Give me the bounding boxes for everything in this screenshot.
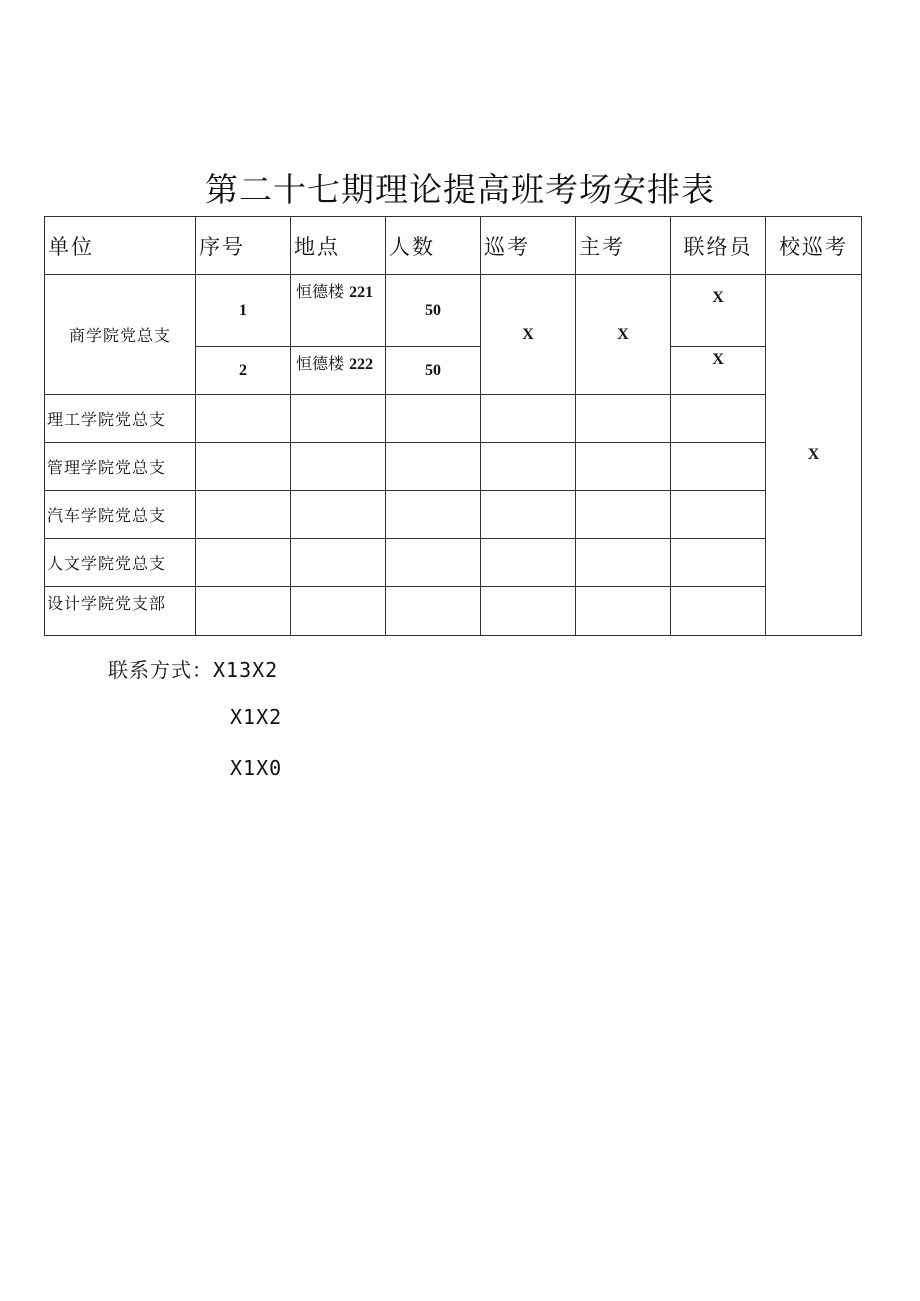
location-number: 221 <box>349 284 374 301</box>
header-seq: 序号 <box>196 217 291 275</box>
header-liaison: 联络员 <box>671 217 766 275</box>
count-cell: 50 <box>386 347 481 395</box>
liaison-cell: X <box>671 347 766 395</box>
location-name: 恒德楼 <box>296 282 345 301</box>
location-name: 恒德楼 <box>296 354 345 373</box>
contact-line-2: X1X2 <box>230 705 283 729</box>
table-row <box>45 491 862 539</box>
header-count: 人数 <box>386 217 481 275</box>
examiner-cell: X <box>576 275 671 395</box>
header-unit: 单位 <box>45 217 196 275</box>
table-row <box>45 587 862 636</box>
header-row <box>45 217 862 275</box>
unit-cell: 管理学院党总支 <box>45 443 196 491</box>
page-title: 第二十七期理论提高班考场安排表 <box>205 170 715 209</box>
header-location: 地点 <box>291 217 386 275</box>
unit-cell: 汽车学院党总支 <box>45 491 196 539</box>
count-cell: 50 <box>386 275 481 347</box>
table-row <box>45 443 862 491</box>
unit-cell: 设计学院党支部 <box>45 587 196 636</box>
header-school-patrol: 校巡考 <box>766 217 862 275</box>
exam-arrangement-table <box>44 216 862 636</box>
unit-cell: 商学院党总支 <box>45 275 196 395</box>
table-row <box>45 395 862 443</box>
table-row <box>45 275 862 347</box>
location-cell <box>291 347 386 395</box>
header-examiner: 主考 <box>576 217 671 275</box>
seq-cell: 2 <box>196 347 291 395</box>
contact-line-3: X1X0 <box>230 756 283 780</box>
unit-cell: 人文学院党总支 <box>45 539 196 587</box>
table-row <box>45 539 862 587</box>
seq-cell: 1 <box>196 275 291 347</box>
patrol-cell: X <box>481 275 576 395</box>
location-cell <box>291 275 386 347</box>
location-number: 222 <box>349 356 374 373</box>
liaison-cell: X <box>671 275 766 347</box>
contact-label: 联系方式：X13X2 <box>108 658 279 682</box>
header-patrol: 巡考 <box>481 217 576 275</box>
unit-cell: 理工学院党总支 <box>45 395 196 443</box>
school-patrol-cell: X <box>766 275 862 636</box>
